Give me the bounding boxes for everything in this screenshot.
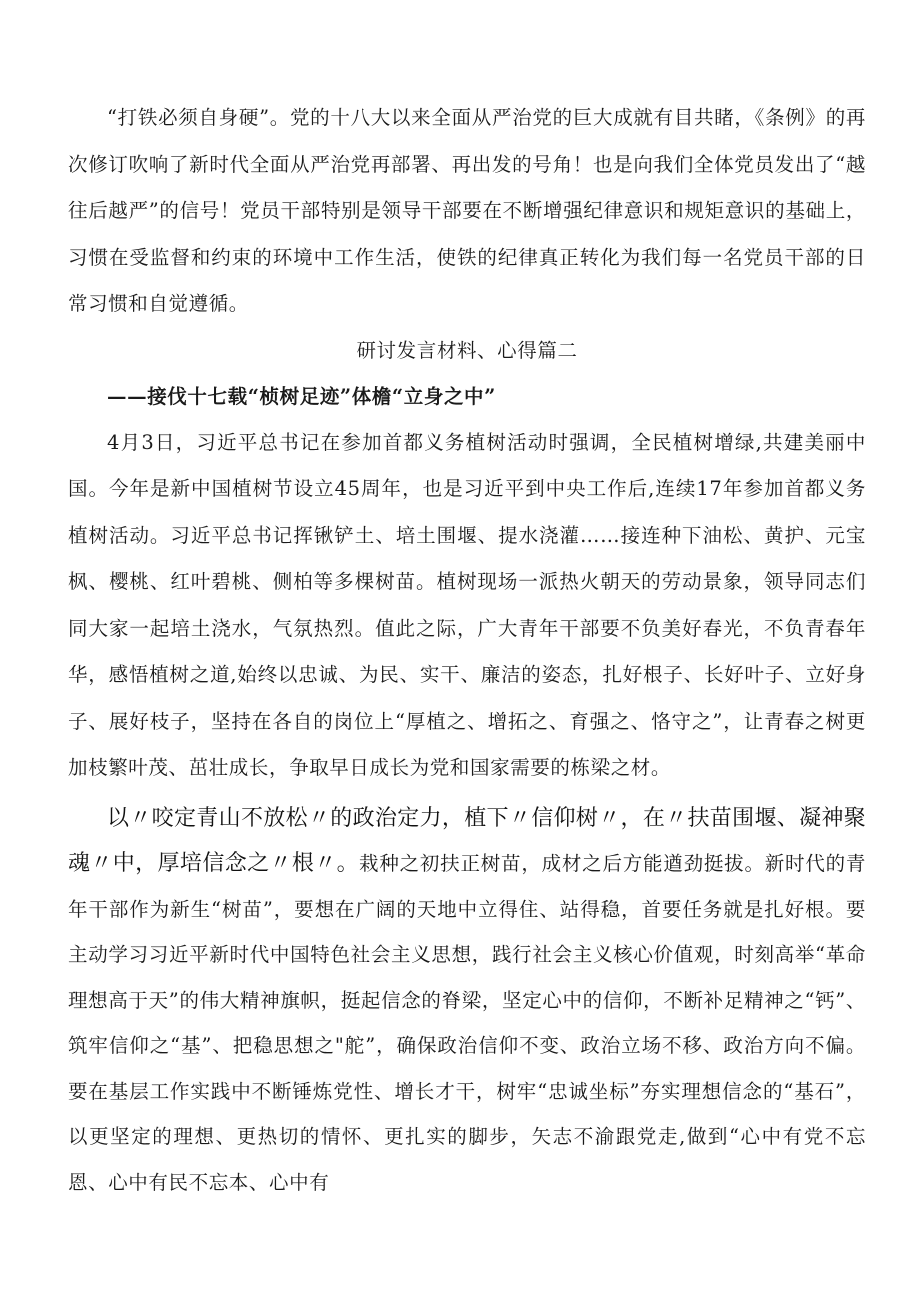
paragraph-tree-planting: 4月3日，习近平总书记在参加首都义务植树活动时强调，全民植树增绿,共建美丽中国。今年是新中国植树节设立45周年，也是习近平到中央工作后,连续17年参加首都义务植树活动。习近平总书记挥锹铲土、培土围堰、提水浇灌……接连种下油松、黄护、元宝枫、樱桃、红叶碧桃、侧柏等多棵树苗。植树现场一派热火朝天的劳动景象，领导同志们同大家一起培土浇水，气氛热烈。值此之际，广大青年干部要不负美好春光，不负青春年华，感悟植树之道,始终以忠诚、为民、实干、廉洁的姿态，扎好根子、长好叶子、立好身子、展好枝子，坚持在各自的岗位上“厚植之、增拓之、育强之、恪守之”，让青春之树更加枝繁叶茂、茁壮成长，争取早日成长为党和国家需要的栋梁之材。 xyxy=(68,430,866,779)
paragraph-roots-lead: 以〃咬定青山不放松〃的政治定力，植下〃信仰树〃，在〃扶苗围堰、凝神聚魂〃中，厚培信念之〃根〃。 xyxy=(68,805,866,876)
paragraph-discipline: “打铁必须自身硬”。党的十八大以来全面从严治党的巨大成就有目共睹，《条例》的再次修订吹响了新时代全面从严治党再部署、再出发的号角！也是向我们全体党员发出了“越往后越严”的信号！党员干部特别是领导干部要在不断增强纪律意识和规矩意识的基础上，习惯在受监督和约束的环境中工作生活，使铁的纪律真正转化为我们每一名党员干部的日常习惯和自觉遵循。 xyxy=(68,106,866,315)
paragraph-roots-body: 栽种之初扶正树苗，成材之后方能遒劲挺拔。新时代的青年干部作为新生“树苗”，要想在广阔的天地中立得住、站得稳，首要任务就是扎好根。要主动学习习近平新时代中国特色社会主义思想，践行社会主义核心价值观，时刻高举“革命理想高于天”的伟大精神旗帜，挺起信念的脊梁，坚定心中的信仰，不断补足精神之“钙”、筑牢信仰之“基”、把稳思想之"舵”，确保政治信仰不变、政治立场不移、政治方向不偏。要在基层工作实践中不断锤炼党性、增长才干，树牢“忠诚坐标”夯实理想信念的“基石”，以更坚定的理想、更热切的情怀、更扎实的脚步，矢志不渝跟党走,做到“心中有党不忘恩、心中有民不忘本、心中有 xyxy=(68,852,866,1194)
paragraph-roots xyxy=(68,796,866,1206)
section-title: 研讨发言材料、心得篇二 xyxy=(356,338,578,362)
document-body xyxy=(68,95,866,1205)
section-subtitle: ——接伐十七载“桢树足迹”体檐“立身之中” xyxy=(107,384,496,408)
